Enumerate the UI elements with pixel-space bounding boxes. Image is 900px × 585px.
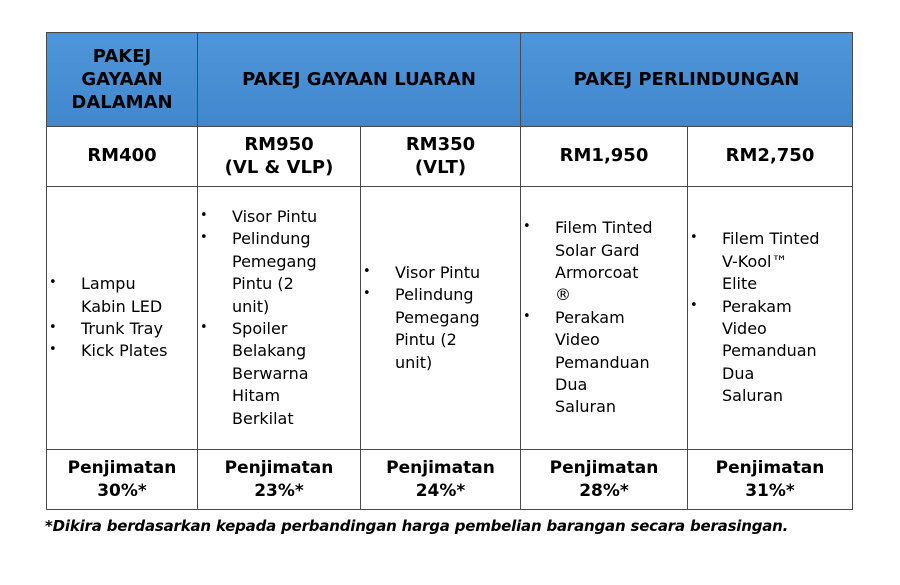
item-text: Filem Tinted V-Kool™ Elite (722, 229, 820, 294)
item-text: Spoiler Belakang Berwarna Hitam Berkilat (232, 319, 309, 428)
bullet-icon: • (363, 264, 371, 280)
item-text: Pelindung Pemegang Pintu (2 unit) (232, 229, 317, 316)
list-item (198, 206, 330, 228)
item-text: Lampu Kabin LED (81, 274, 163, 316)
bullet-icon: • (523, 219, 531, 235)
bullet-icon: • (363, 286, 371, 302)
saving-label: Penjimatan (67, 457, 177, 478)
list-item (198, 228, 330, 318)
price-value: RM950 (244, 134, 314, 155)
items-row (47, 187, 853, 450)
saving-cell-2 (198, 450, 361, 510)
saving-value: 30%* (97, 480, 147, 501)
bullet-icon: • (690, 297, 698, 313)
items-cell-5 (688, 187, 853, 450)
item-text: Trunk Tray (81, 319, 163, 338)
items-cell-4 (521, 187, 688, 450)
page (0, 32, 900, 585)
item-list (198, 206, 330, 430)
list-item (47, 318, 179, 340)
header-row (47, 33, 853, 127)
bullet-icon: • (49, 320, 57, 335)
saving-cell-1 (47, 450, 198, 510)
list-item (521, 307, 653, 419)
saving-label: Penjimatan (224, 457, 334, 478)
item-text: Visor Pintu (395, 263, 481, 283)
saving-cell-3 (361, 450, 521, 510)
item-list (688, 228, 820, 407)
header-group-gayaan-luaran: PAKEJ GAYAAN LUARAN (198, 33, 521, 127)
item-text: Pelindung Pemegang Pintu (2 unit) (395, 285, 480, 372)
bullet-icon: • (200, 230, 208, 246)
packages-table (46, 32, 853, 510)
price-cell-2 (198, 127, 361, 187)
saving-cell-5 (688, 450, 853, 510)
items-cell-1 (47, 187, 198, 450)
saving-label: Penjimatan (549, 457, 659, 478)
item-text: Perakam Video Pemanduan Dua Saluran (722, 296, 817, 406)
item-list (361, 262, 493, 374)
price-value: RM350 (405, 134, 476, 155)
items-cell-2 (198, 187, 361, 450)
saving-label: Penjimatan (386, 457, 495, 478)
price-cell-5 (688, 127, 853, 187)
item-text: Perakam Video Pemanduan Dua Saluran (555, 307, 650, 417)
price-value: RM2,750 (725, 145, 815, 167)
list-item (47, 340, 179, 362)
bullet-icon: • (49, 342, 57, 358)
item-list (47, 273, 179, 363)
header-group-perlindungan: PAKEJ PERLINDUNGAN (521, 33, 853, 127)
footnote: *Dikira berdasarkan kepada perbandingan harga pembelian barangan secara berasingan. (45, 517, 789, 535)
savings-row (47, 450, 853, 510)
saving-label: Penjimatan (715, 457, 825, 478)
bullet-icon: • (200, 208, 208, 224)
bullet-icon: • (523, 308, 531, 324)
saving-value: 24%* (415, 480, 466, 501)
header-group-gayaan-dalaman: PAKEJ GAYAAN DALAMAN (47, 33, 198, 127)
bullet-icon: • (690, 230, 698, 246)
list-item (688, 296, 820, 408)
list-item (361, 262, 493, 284)
saving-value: 31%* (745, 480, 795, 501)
item-text: Kick Plates (81, 341, 168, 361)
item-text: Visor Pintu (232, 207, 318, 227)
item-list (521, 217, 653, 419)
list-item (521, 217, 653, 307)
list-item (198, 318, 330, 430)
saving-cell-4 (521, 450, 688, 510)
list-item (47, 273, 179, 318)
items-cell-3 (361, 187, 521, 450)
item-text: Filem Tinted Solar Gard Armorcoat ® (555, 218, 653, 305)
price-value: RM400 (87, 145, 157, 167)
saving-value: 28%* (579, 480, 629, 501)
price-sub: (VL & VLP) (224, 156, 334, 178)
price-cell-4 (521, 127, 688, 187)
price-row (47, 127, 853, 187)
price-cell-1 (47, 127, 198, 187)
list-item (361, 284, 493, 374)
price-cell-3 (361, 127, 521, 187)
bullet-icon: • (49, 275, 57, 291)
bullet-icon: • (200, 320, 208, 335)
price-value: RM1,950 (559, 145, 649, 167)
list-item (688, 228, 820, 295)
saving-value: 23%* (254, 480, 304, 501)
price-sub: (VLT) (414, 156, 467, 178)
